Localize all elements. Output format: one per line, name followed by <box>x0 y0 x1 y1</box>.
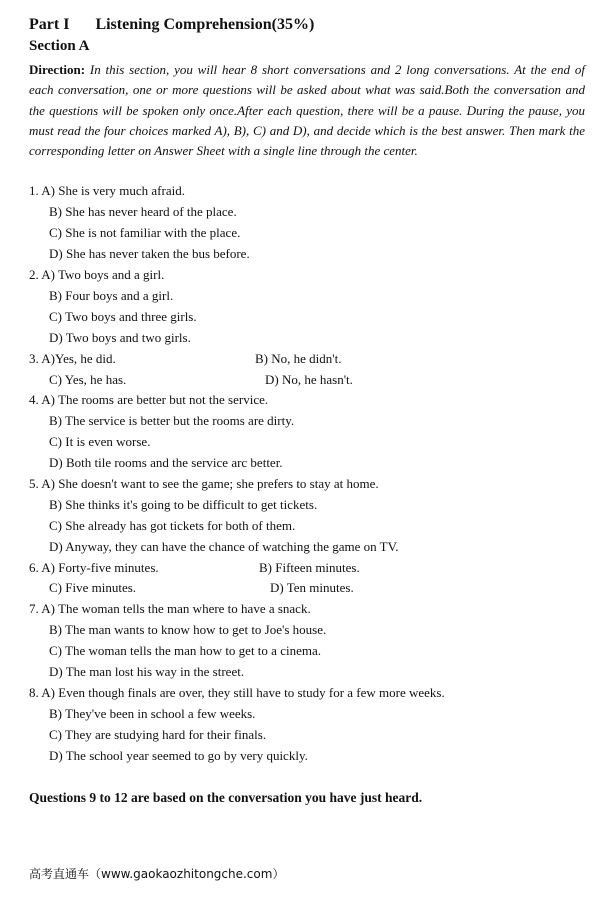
choice-b: B) No, he didn't. <box>255 350 342 366</box>
long-conversation-instruction: Questions 9 to 12 are based on the conversation you have just heard. <box>29 790 423 806</box>
choice-a: 1. A) She is very much afraid. <box>29 183 185 199</box>
directions <box>29 60 585 161</box>
choice-c: C) Two boys and three girls. <box>49 308 197 324</box>
choice-c: C) They are studying hard for their finals. <box>49 726 267 742</box>
choice-a: 6. A) Forty-five minutes. <box>29 559 159 575</box>
part-title: Listening Comprehension(35%) <box>95 16 315 33</box>
question-1 <box>29 181 585 265</box>
question-list <box>29 181 585 766</box>
choice-d: D) Both tile rooms and the service arc better. <box>49 455 283 471</box>
choice-b: B) Four boys and a girl. <box>49 287 174 303</box>
choice-a: 8. A) Even though finals are over, they still have to study for a few more weeks. <box>29 684 445 700</box>
choice-a: 4. A) The rooms are better but not the service. <box>29 392 269 408</box>
question-3 <box>29 349 585 391</box>
choice-a: 5. A) She doesn't want to see the game; she prefers to stay at home. <box>29 475 379 491</box>
choice-d: D) The man lost his way in the street. <box>49 663 245 679</box>
part-heading <box>29 14 585 36</box>
choice-a: 7. A) The woman tells the man where to have a snack. <box>29 601 311 617</box>
choice-b: B) Fifteen minutes. <box>259 559 360 575</box>
choice-b: B) The service is better but the rooms are dirty. <box>49 413 295 429</box>
choice-a: 2. A) Two boys and a girl. <box>29 267 165 283</box>
choice-c: C) Five minutes. <box>49 580 137 596</box>
choice-row-ab <box>29 349 585 370</box>
choice-row-ab <box>29 558 585 579</box>
question-6 <box>29 558 585 600</box>
choice-c: C) She is not familiar with the place. <box>49 225 241 241</box>
exam-page <box>29 14 585 822</box>
choice-c: C) Yes, he has. <box>49 371 127 387</box>
direction-text: In this section, you will hear 8 short conversations and 2 long conversations. At the end of each conversation, one or more questions will be asked about what was said.Both the conversation and the questions will be spoken only once.After each question, there will be a pause. During the pause, you must read the four choices marked A), B), C) and D), and decide which is the best answer. Then mark the corresponding letter on Answer Sheet with a single line through the center. <box>29 62 585 159</box>
footer-source: 高考直通车（www.gaokaozhitongche.com） <box>29 867 285 881</box>
question-8 <box>29 683 585 767</box>
question-4 <box>29 390 585 474</box>
part-label: Part I <box>29 16 70 33</box>
direction-label: Direction: <box>29 62 86 77</box>
choice-d: D) No, he hasn't. <box>265 371 353 387</box>
choice-d: D) The school year seemed to go by very quickly. <box>49 747 308 763</box>
choice-row-cd <box>29 578 585 599</box>
choice-b: B) She has never heard of the place. <box>49 204 237 220</box>
choice-c: C) It is even worse. <box>49 434 151 450</box>
question-5 <box>29 474 585 558</box>
choice-d: D) Ten minutes. <box>270 580 354 596</box>
choice-d: D) She has never taken the bus before. <box>49 246 250 262</box>
question-7 <box>29 599 585 683</box>
choice-row-cd <box>29 370 585 391</box>
choice-b: B) The man wants to know how to get to Joe's house. <box>49 622 327 638</box>
choice-b: B) She thinks it's going to be difficult to get tickets. <box>49 496 318 512</box>
choice-c: C) She already has got tickets for both of them. <box>49 517 296 533</box>
choice-a: 3. A)Yes, he did. <box>29 350 116 366</box>
section-heading: Section A <box>29 38 90 54</box>
choice-d: D) Anyway, they can have the chance of watching the game on TV. <box>49 538 399 554</box>
choice-c: C) The woman tells the man how to get to a cinema. <box>49 643 321 659</box>
question-2 <box>29 265 585 349</box>
choice-b: B) They've been in school a few weeks. <box>49 705 256 721</box>
choice-d: D) Two boys and two girls. <box>49 329 191 345</box>
